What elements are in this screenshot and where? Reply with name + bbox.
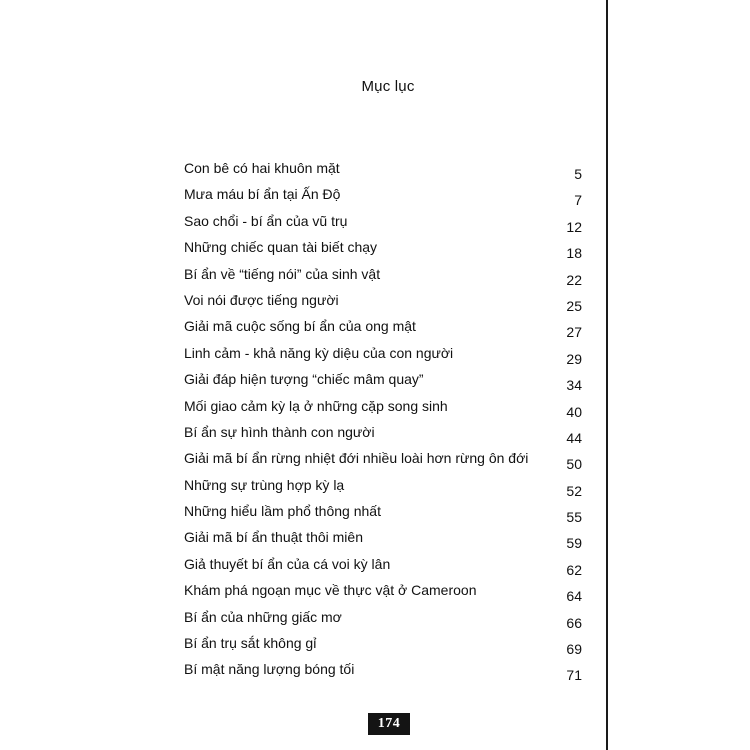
page-edge-line [606,0,608,750]
toc-entry-page: 50 [566,456,582,473]
toc-entry-page: 71 [566,667,582,684]
toc-entry [184,449,584,475]
toc-entry-title: Giả thuyết bí ẩn của cá voi kỳ lân [184,555,391,572]
toc-entry [184,397,584,423]
toc-entry-title: Giải đáp hiện tượng “chiếc mâm quay” [184,371,424,388]
toc-entry-title: Linh cảm - khả năng kỳ diệu của con người [184,344,454,361]
toc-entry-title: Giải mã cuộc sống bí ẩn của ong mật [184,318,416,335]
toc-entry-page: 34 [566,377,582,394]
toc-entry [184,581,584,607]
toc-entry-title: Những hiểu lầm phổ thông nhất [184,503,381,520]
toc-entry [184,159,584,185]
toc-entry-page: 18 [566,245,582,262]
toc-entry-page: 25 [566,297,582,314]
toc-entry [184,634,584,660]
toc-entry-page: 12 [566,218,582,235]
toc-entry [184,212,584,238]
toc-entry-title: Bí ẩn sự hình thành con người [184,423,375,440]
toc-entry [184,291,584,317]
toc-entry-title: Mối giao cảm kỳ lạ ở những cặp song sinh [184,397,448,414]
toc-entry-title: Bí ẩn trụ sắt không gỉ [184,635,317,652]
toc-entry-page: 66 [566,614,582,631]
toc-entry-page: 69 [566,641,582,658]
toc-entry-page: 64 [566,588,582,605]
toc-entry-title: Khám phá ngoạn mục về thực vật ở Cameroon [184,582,477,599]
page-number-badge: 174 [368,713,410,735]
toc-entry [184,317,584,343]
toc-entry [184,344,584,370]
toc-entry-title: Giải mã bí ẩn thuật thôi miên [184,529,363,546]
toc-entry [184,265,584,291]
toc-entry [184,238,584,264]
toc-entry-page: 7 [574,192,582,209]
toc-entry-title: Bí mật năng lượng bóng tối [184,661,355,678]
toc-entry-page: 29 [566,350,582,367]
toc-entry-title: Con bê có hai khuôn mặt [184,160,340,176]
toc-entry-title: Giải mã bí ẩn rừng nhiệt đới nhiều loài hơn rừng ôn đới [184,450,529,467]
toc-title: Mục lục [361,78,415,95]
toc-entry-title: Mưa máu bí ẩn tại Ấn Độ [184,186,341,203]
toc-entry-title: Voi nói được tiếng người [184,291,339,308]
toc-entry-page: 44 [566,429,582,446]
toc-entry [184,528,584,554]
toc-entry [184,502,584,528]
toc-entry-title: Những sự trùng hợp kỳ lạ [184,476,345,493]
toc-entry-page: 27 [566,324,582,341]
toc-entry-page: 59 [566,535,582,552]
toc-entry-page: 5 [574,166,582,182]
toc-entry [184,660,584,686]
toc-entry [184,185,584,211]
toc-list [184,159,584,687]
toc-entry-title: Những chiếc quan tài biết chạy [184,239,378,256]
toc-entry-page: 55 [566,509,582,526]
toc-entry [184,608,584,634]
toc-entry-page: 52 [566,482,582,499]
toc-entry [184,370,584,396]
toc-entry-title: Bí ẩn của những giấc mơ [184,608,342,625]
toc-entry-title: Sao chổi - bí ẩn của vũ trụ [184,212,348,229]
toc-entry-page: 22 [566,271,582,288]
toc-entry [184,476,584,502]
toc-entry [184,423,584,449]
toc-entry-page: 62 [566,561,582,578]
toc-entry [184,555,584,581]
toc-entry-page: 40 [566,403,582,420]
toc-entry-title: Bí ẩn về “tiếng nói” của sinh vật [184,265,381,282]
